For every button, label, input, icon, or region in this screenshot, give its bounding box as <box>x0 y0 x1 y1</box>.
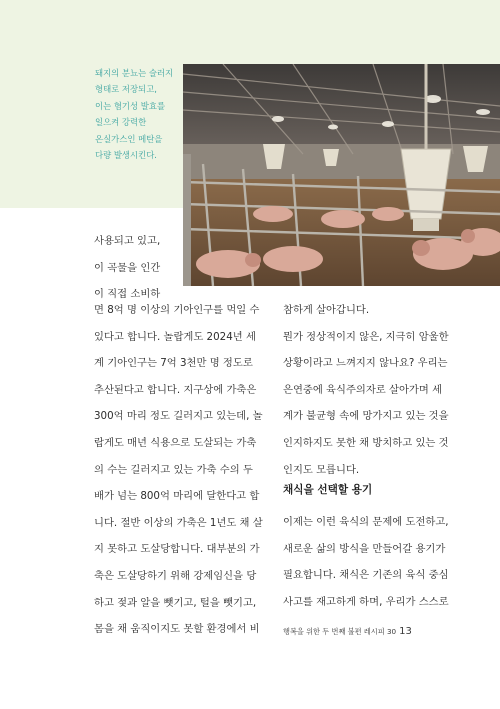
caption-line: 온실가스인 메탄을 <box>95 133 163 144</box>
body-line: 뭔가 정상적이지 않은, 지극히 암울한 <box>283 330 449 343</box>
body-line: 의 수는 길러지고 있는 가축 수의 두 <box>94 463 253 476</box>
photo-caption <box>95 65 185 163</box>
body-line: 지 못하고 도살당합니다. 대부분의 가 <box>94 543 260 556</box>
right-column-text <box>283 297 449 483</box>
body-line: 필요합니다. 채식은 기존의 육식 중심 <box>283 569 449 582</box>
body-line: 축은 도살당하기 위해 강제임신을 당 <box>94 569 257 582</box>
body-line: 사고를 재고하게 하며, 우리가 스스로 <box>283 595 449 608</box>
body-line: 은연중에 육식주의자로 살아가며 세 <box>283 383 443 396</box>
body-line: 하고 젖과 알을 뺏기고, 털을 뺏기고, <box>94 596 257 609</box>
body-line: 이제는 이런 육식의 문제에 도전하고, <box>283 516 449 528</box>
caption-line: 이는 혐기성 발효를 <box>95 100 166 111</box>
caption-line: 다량 발생시킨다. <box>95 149 157 160</box>
body-line: 이 직접 소비하 <box>94 288 161 301</box>
body-line: 면 8억 명 이상의 기아인구를 먹일 수 <box>94 304 260 316</box>
left-column-top-text <box>94 228 160 308</box>
body-line: 300억 마리 정도 길러지고 있는데, 놀 <box>94 410 263 423</box>
body-line: 몸을 채 움직이지도 못할 환경에서 비 <box>94 623 260 636</box>
page-footer <box>283 626 463 637</box>
body-line: 인지도 모릅니다. <box>283 463 360 476</box>
body-line: 있다고 합니다. 놀랍게도 2024년 세 <box>94 330 256 343</box>
body-line: 인지하지도 못한 채 방치하고 있는 것 <box>283 436 449 449</box>
book-title: 행복을 위한 두 번째 불편 레시피 30 <box>283 627 397 636</box>
section-heading: 채식을 선택할 용기 <box>283 484 373 496</box>
body-line: 사용되고 있고, <box>94 235 161 247</box>
body-line: 참하게 살아갑니다. <box>283 304 370 316</box>
pig-farm-photo <box>183 64 500 286</box>
page-number: 13 <box>399 626 412 637</box>
body-line: 배가 넘는 800억 마리에 달한다고 합 <box>94 490 260 503</box>
body-line: 계 기아인구는 7억 3천만 명 정도로 <box>94 357 253 370</box>
left-column-text <box>94 297 263 643</box>
right-column-section-text <box>283 509 449 615</box>
body-line: 니다. 절반 이상의 가축은 1년도 채 살 <box>94 516 263 529</box>
body-line: 랍게도 매년 식용으로 도살되는 가축 <box>94 436 257 449</box>
body-line: 계가 불균형 속에 망가지고 있는 것을 <box>283 410 449 423</box>
body-line: 추산된다고 합니다. 지구상에 가축은 <box>94 383 257 396</box>
caption-line: 일으켜 강력한 <box>95 117 147 128</box>
caption-line: 형태로 저장되고, <box>95 84 157 95</box>
body-line: 새로운 삶의 방식을 만들어갈 용기가 <box>283 542 446 555</box>
body-line: 이 곡물을 인간 <box>94 261 161 274</box>
caption-line: 돼지의 분뇨는 슬러지 <box>95 68 174 78</box>
body-line: 상황이라고 느껴지지 않나요? 우리는 <box>283 357 448 370</box>
